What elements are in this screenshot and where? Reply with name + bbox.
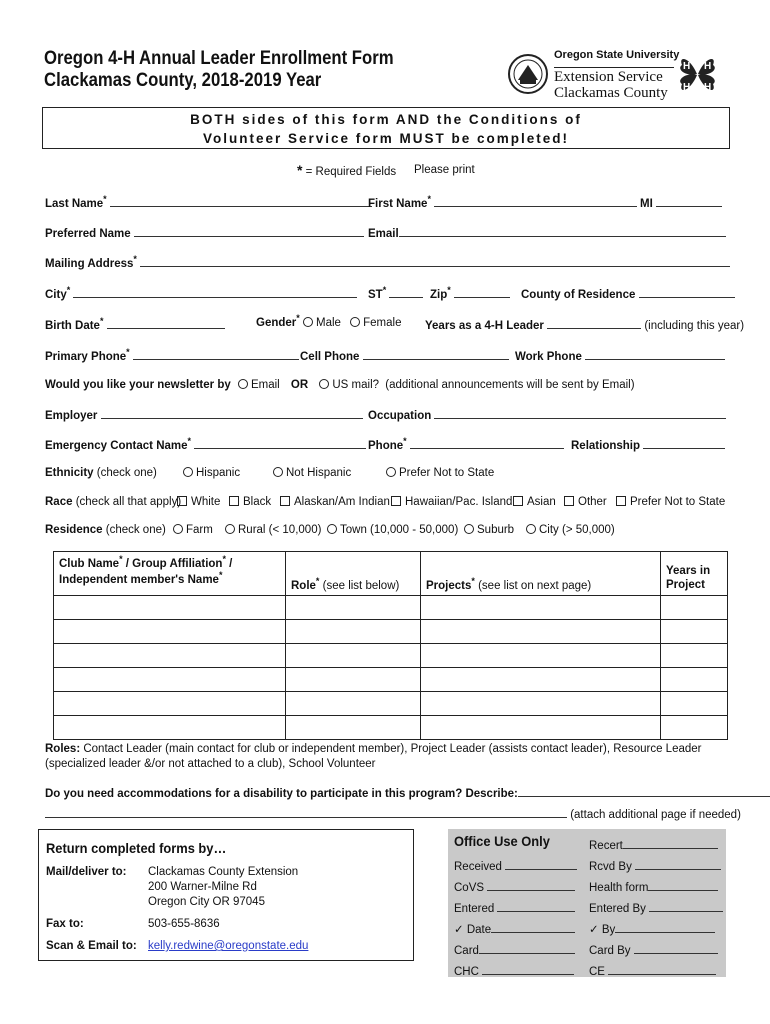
notice-line2: Volunteer Service form MUST be completed! xyxy=(202,131,570,146)
county-input[interactable] xyxy=(639,286,735,298)
race-option[interactable]: Prefer Not to State xyxy=(616,496,725,508)
office-rcvd-by[interactable]: Rcvd By xyxy=(589,858,721,873)
preferred-name-input[interactable] xyxy=(134,225,364,237)
city-input[interactable] xyxy=(73,286,357,298)
race-option[interactable]: White xyxy=(177,496,220,508)
accommodation-line2[interactable]: (attach additional page if needed) xyxy=(45,806,741,821)
checkbox-icon[interactable] xyxy=(564,496,574,506)
checkbox-icon[interactable] xyxy=(391,496,401,506)
scan-label: Scan & Email to: xyxy=(46,940,137,952)
radio-icon[interactable] xyxy=(386,467,396,477)
race-option[interactable]: Hawaiian/Pac. Island xyxy=(391,496,512,508)
extension-service-text: Extension Service xyxy=(554,69,663,85)
address-line2: 200 Warner-Milne Rd xyxy=(148,881,257,893)
radio-icon[interactable] xyxy=(273,467,283,477)
gender-female-option[interactable]: Female xyxy=(350,317,401,329)
residence-option[interactable]: Rural (< 10,000) xyxy=(225,524,321,536)
first-name-field[interactable]: First Name* xyxy=(368,195,637,210)
zip-input[interactable] xyxy=(454,286,510,298)
table-cell[interactable] xyxy=(286,668,421,692)
table-row xyxy=(54,716,728,740)
years-leader-input[interactable] xyxy=(547,317,641,329)
emergency-phone-field[interactable]: Phone* xyxy=(368,437,564,452)
cell-phone-input[interactable] xyxy=(363,348,509,360)
notice-box xyxy=(42,107,730,149)
relationship-field[interactable]: Relationship xyxy=(571,437,725,452)
required-star: * xyxy=(297,162,303,178)
race-option[interactable]: Black xyxy=(229,496,271,508)
residence-option[interactable]: Suburb xyxy=(464,524,514,536)
office-date[interactable]: ✓ Date xyxy=(454,921,575,936)
checkbox-icon[interactable] xyxy=(229,496,239,506)
newsletter-field: Would you like your newsletter by Email OR US mail? (additional announcements will be sent by Email) xyxy=(45,379,635,391)
radio-icon[interactable] xyxy=(319,379,329,389)
table-cell[interactable] xyxy=(286,620,421,644)
fax-label: Fax to: xyxy=(46,918,84,930)
years-leader-field[interactable]: Years as a 4-H Leader (including this year) xyxy=(425,317,744,332)
table-cell[interactable] xyxy=(54,620,286,644)
race-option[interactable]: Alaskan/Am Indian xyxy=(280,496,390,508)
cell-phone-field[interactable]: Cell Phone xyxy=(300,348,509,363)
birth-date-input[interactable] xyxy=(107,317,225,329)
mailing-address-field[interactable]: Mailing Address* xyxy=(45,255,730,270)
office-covs[interactable]: CoVS xyxy=(454,879,575,894)
residence-option[interactable]: Farm xyxy=(173,524,213,536)
race-option[interactable]: Asian xyxy=(513,496,556,508)
occupation-input[interactable] xyxy=(434,407,726,419)
office-by[interactable]: ✓ By xyxy=(589,921,715,936)
club-table xyxy=(53,551,728,740)
accommodation-input[interactable] xyxy=(518,785,770,797)
primary-phone-field[interactable]: Primary Phone* xyxy=(45,348,299,363)
table-row xyxy=(54,596,728,620)
state-field[interactable]: ST* xyxy=(368,286,423,301)
checkbox-icon[interactable] xyxy=(177,496,187,506)
table-cell[interactable] xyxy=(54,692,286,716)
work-phone-input[interactable] xyxy=(585,348,725,360)
emergency-contact-input[interactable] xyxy=(194,437,366,449)
preferred-name-field[interactable]: Preferred Name xyxy=(45,225,364,240)
table-cell[interactable] xyxy=(661,668,728,692)
form-subtitle: Clackamas County, 2018-2019 Year xyxy=(44,70,322,91)
address-line3: Oregon City OR 97045 xyxy=(148,896,265,908)
osu-extension-logo xyxy=(506,47,680,105)
mi-field[interactable]: MI xyxy=(640,195,722,210)
roles-note: Roles: Contact Leader (main contact for club or independent member), Project Leader (assists contact leader), Resource Leader (specialized leader &/or not attached to a club), School Volunteer xyxy=(45,743,702,770)
ethnicity-option[interactable]: Not Hispanic xyxy=(273,467,351,479)
clover-letter: H xyxy=(704,82,712,93)
col-years: Years in Project xyxy=(661,552,728,596)
office-card[interactable]: Card xyxy=(454,942,575,957)
emergency-phone-input[interactable] xyxy=(410,437,564,449)
table-cell[interactable] xyxy=(54,644,286,668)
ethnicity-label: Ethnicity (check one) xyxy=(45,467,157,479)
osu-name: Oregon State University xyxy=(554,49,680,61)
table-row xyxy=(54,692,728,716)
radio-icon[interactable] xyxy=(225,524,235,534)
last-name-field[interactable]: Last Name* xyxy=(45,195,372,210)
table-cell[interactable] xyxy=(661,716,728,740)
table-cell[interactable] xyxy=(286,692,421,716)
table-cell[interactable] xyxy=(286,644,421,668)
osu-seal-icon xyxy=(506,47,550,101)
table-row xyxy=(54,620,728,644)
newsletter-email-option[interactable]: Email xyxy=(238,379,280,391)
return-box xyxy=(38,829,414,961)
last-name-input[interactable] xyxy=(110,195,372,207)
race-option[interactable]: Other xyxy=(564,496,607,508)
emergency-contact-field[interactable]: Emergency Contact Name* xyxy=(45,437,366,452)
table-cell[interactable] xyxy=(661,620,728,644)
radio-icon[interactable] xyxy=(526,524,536,534)
email-input[interactable] xyxy=(399,225,726,237)
col-projects: Projects* (see list on next page) xyxy=(421,552,661,596)
office-received[interactable]: Received xyxy=(454,858,577,873)
zip-field[interactable]: Zip* xyxy=(430,286,510,301)
state-input[interactable] xyxy=(389,286,423,298)
notice-line1: BOTH sides of this form AND the Conditions of xyxy=(190,112,582,127)
office-health-form[interactable]: Health form xyxy=(589,879,718,894)
return-heading: Return completed forms by… xyxy=(46,840,227,856)
office-use-box xyxy=(448,829,726,977)
table-cell[interactable] xyxy=(421,620,661,644)
col-club-name: Club Name* / Group Affiliation* / Independent member's Name* xyxy=(54,552,286,596)
table-cell[interactable] xyxy=(421,716,661,740)
mi-input[interactable] xyxy=(656,195,722,207)
clover-letter: H xyxy=(683,82,691,93)
gender-male-option[interactable]: Male xyxy=(303,317,341,329)
table-cell[interactable] xyxy=(286,596,421,620)
please-print: Please print xyxy=(414,164,475,176)
radio-icon[interactable] xyxy=(303,317,313,327)
checkbox-icon[interactable] xyxy=(280,496,290,506)
residence-label: Residence (check one) xyxy=(45,524,166,536)
table-cell[interactable] xyxy=(286,716,421,740)
county-field[interactable]: County of Residence xyxy=(521,286,735,301)
radio-icon[interactable] xyxy=(238,379,248,389)
email-field[interactable]: Email xyxy=(368,225,726,240)
table-cell[interactable] xyxy=(54,596,286,620)
accommodation-input-2[interactable] xyxy=(45,806,567,818)
ethnicity-option[interactable]: Prefer Not to State xyxy=(386,467,494,479)
table-cell[interactable] xyxy=(54,668,286,692)
checkbox-icon[interactable] xyxy=(616,496,626,506)
clover-letter: H xyxy=(704,61,712,72)
gender-field: Gender* Male Female xyxy=(256,313,402,329)
office-card-by[interactable]: Card By xyxy=(589,942,718,957)
office-entered[interactable]: Entered xyxy=(454,900,575,915)
radio-icon[interactable] xyxy=(173,524,183,534)
radio-icon[interactable] xyxy=(464,524,474,534)
city-field[interactable]: City* xyxy=(45,286,357,301)
table-row xyxy=(54,644,728,668)
table-cell[interactable] xyxy=(661,596,728,620)
fax-number: 503-655-8636 xyxy=(148,918,220,930)
office-chc[interactable]: CHC xyxy=(454,963,574,978)
office-recert[interactable]: Recert xyxy=(589,837,718,852)
table-cell[interactable] xyxy=(421,668,661,692)
clover-letter: H xyxy=(683,61,691,72)
radio-icon[interactable] xyxy=(350,317,360,327)
accommodation-field[interactable]: Do you need accommodations for a disability to participate in this program? Describe: xyxy=(45,785,770,800)
office-ce[interactable]: CE xyxy=(589,963,716,978)
form-title: Oregon 4-H Annual Leader Enrollment Form xyxy=(44,48,394,69)
table-row xyxy=(54,668,728,692)
occupation-field[interactable]: Occupation xyxy=(368,407,726,422)
race-label: Race (check all that apply) xyxy=(45,496,182,508)
birth-date-field[interactable]: Birth Date* xyxy=(45,317,225,332)
table-cell[interactable] xyxy=(421,644,661,668)
col-role: Role* (see list below) xyxy=(286,552,421,596)
ethnicity-option[interactable]: Hispanic xyxy=(183,467,240,479)
table-header-row xyxy=(54,552,728,596)
employer-field[interactable]: Employer xyxy=(45,407,363,422)
relationship-input[interactable] xyxy=(643,437,725,449)
table-cell[interactable] xyxy=(421,596,661,620)
office-entered-by[interactable]: Entered By xyxy=(589,900,723,915)
table-cell[interactable] xyxy=(661,644,728,668)
residence-option[interactable]: City (> 50,000) xyxy=(526,524,615,536)
first-name-input[interactable] xyxy=(434,195,637,207)
mailing-address-input[interactable] xyxy=(140,255,730,267)
4h-clover-icon xyxy=(670,47,725,102)
scan-email-link[interactable]: kelly.redwine@oregonstate.edu xyxy=(148,940,309,952)
primary-phone-input[interactable] xyxy=(133,348,299,360)
address-line1: Clackamas County Extension xyxy=(148,866,299,878)
table-cell[interactable] xyxy=(54,716,286,740)
radio-icon[interactable] xyxy=(183,467,193,477)
county-text: Clackamas County xyxy=(554,85,668,101)
checkbox-icon[interactable] xyxy=(513,496,523,506)
table-cell[interactable] xyxy=(661,692,728,716)
work-phone-field[interactable]: Work Phone xyxy=(515,348,725,363)
required-legend: * = Required Fields xyxy=(297,162,397,178)
newsletter-mail-option[interactable]: US mail? xyxy=(319,379,379,391)
residence-option[interactable]: Town (10,000 - 50,000) xyxy=(327,524,458,536)
radio-icon[interactable] xyxy=(327,524,337,534)
mail-label: Mail/deliver to: xyxy=(46,866,127,878)
table-cell[interactable] xyxy=(421,692,661,716)
employer-input[interactable] xyxy=(101,407,363,419)
office-heading: Office Use Only xyxy=(454,833,550,849)
